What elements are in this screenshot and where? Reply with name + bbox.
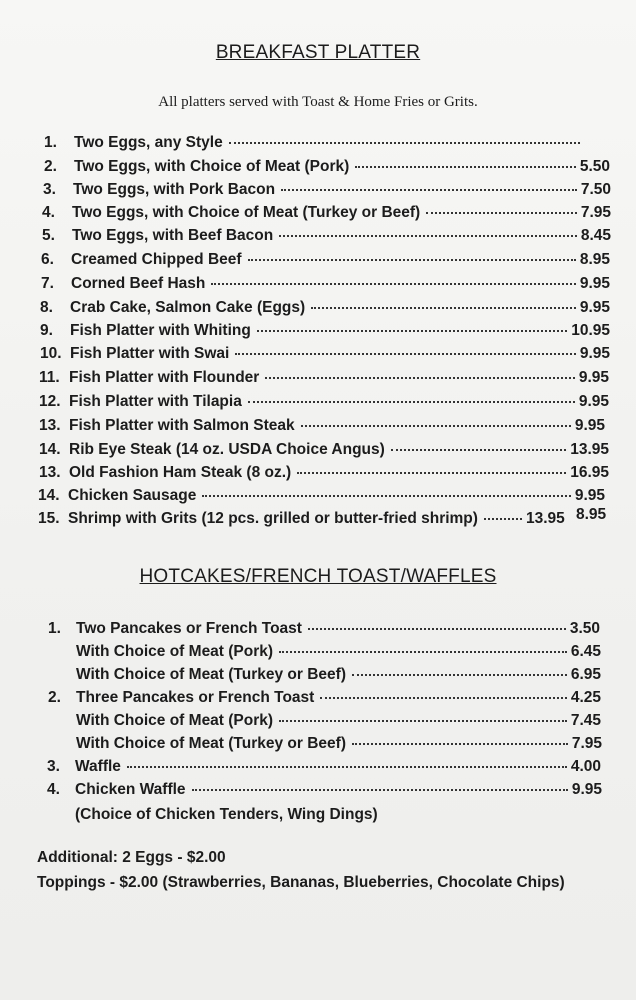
hotcakes-title: HOTCAKES/FRENCH TOAST/WAFFLES [139, 566, 497, 587]
breakfast-item: 14. Chicken Sausage 9.95 [38, 487, 605, 504]
breakfast-item: 15. Shrimp with Grits (12 pcs. grilled or butter-fried shrimp) 13.95 [38, 510, 565, 527]
breakfast-item: 4. Two Eggs, with Choice of Meat (Turkey or Beef) 7.95 [42, 204, 611, 221]
additional-line: Additional: 2 Eggs - $2.00 [37, 849, 226, 866]
breakfast-item: 11. Fish Platter with Flounder 9.95 [39, 369, 609, 386]
hotcakes-note: (Choice of Chicken Tenders, Wing Dings) [75, 806, 378, 823]
breakfast-title: BREAKFAST PLATTER [215, 42, 421, 63]
hotcakes-item: 2. Three Pancakes or French Toast 4.25 [48, 689, 601, 706]
breakfast-item: 1. Two Eggs, any Style [44, 134, 584, 152]
breakfast-item: 12. Fish Platter with Tilapia 9.95 [39, 393, 609, 410]
breakfast-item: 2. Two Eggs, with Choice of Meat (Pork) 5.50 [44, 158, 610, 175]
breakfast-item: 5. Two Eggs, with Beef Bacon 8.45 [42, 227, 611, 244]
hotcakes-item: 1. Two Pancakes or French Toast 3.50 [48, 620, 600, 637]
hotcakes-item: With Choice of Meat (Pork) 6.45 [76, 643, 601, 660]
hotcakes-item: With Choice of Meat (Turkey or Beef) 6.95 [76, 666, 601, 683]
breakfast-item: 8. Crab Cake, Salmon Cake (Eggs) 9.95 [40, 299, 610, 316]
hotcakes-item: 4. Chicken Waffle 9.95 [47, 781, 602, 798]
breakfast-item: 6. Creamed Chipped Beef 8.95 [41, 251, 610, 268]
breakfast-subtitle: All platters served with Toast & Home Fries or Grits. [158, 94, 478, 110]
breakfast-item: 3. Two Eggs, with Pork Bacon 7.50 [43, 181, 611, 198]
breakfast-item: 13. Old Fashion Ham Steak (8 oz.) 16.95 [39, 464, 609, 481]
breakfast-item: 7. Corned Beef Hash 9.95 [41, 275, 610, 292]
toppings-line: Toppings - $2.00 (Strawberries, Bananas, Blueberries, Chocolate Chips) [37, 874, 565, 891]
breakfast-item: 14. Rib Eye Steak (14 oz. USDA Choice Angus) 13.95 [39, 441, 609, 458]
hotcakes-item: With Choice of Meat (Turkey or Beef) 7.95 [76, 735, 602, 752]
breakfast-item: 13. Fish Platter with Salmon Steak 9.95 [39, 417, 605, 434]
breakfast-item: 9. Fish Platter with Whiting 10.95 [40, 322, 610, 339]
hotcakes-item: 3. Waffle 4.00 [47, 758, 601, 775]
breakfast-item: 10. Fish Platter with Swai 9.95 [40, 345, 610, 362]
hotcakes-item: With Choice of Meat (Pork) 7.45 [76, 712, 601, 729]
item-price-extra: 8.95 [576, 506, 607, 523]
